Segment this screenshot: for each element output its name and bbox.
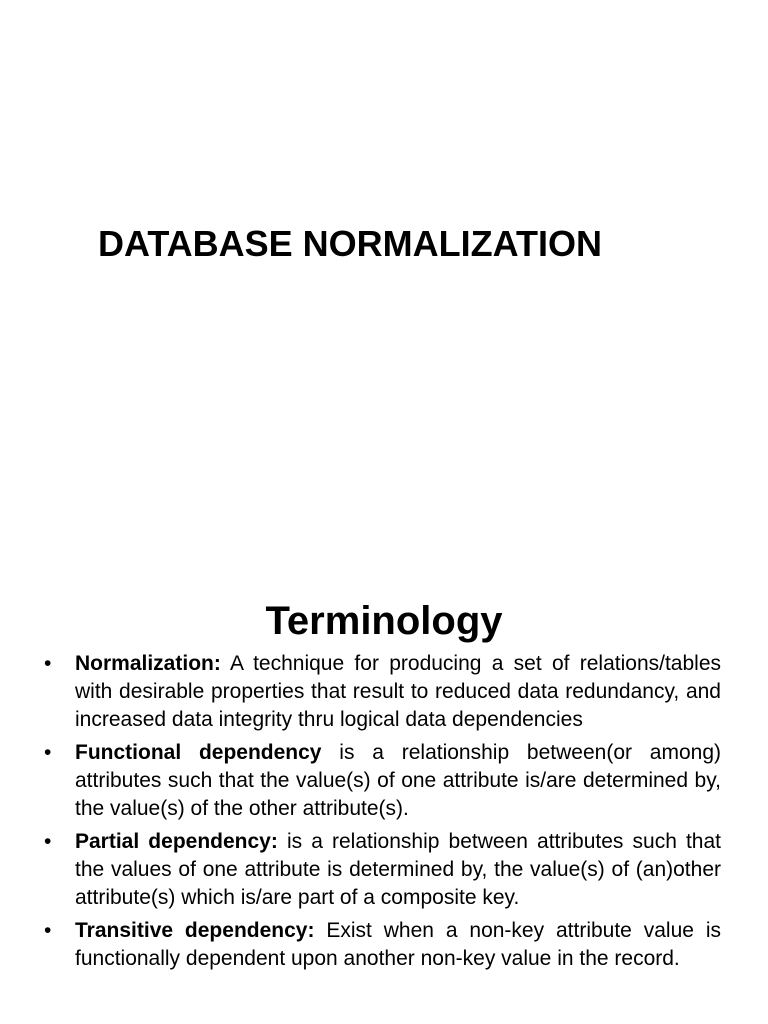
term-item-partial-dependency xyxy=(44,828,722,912)
bullet-icon: • xyxy=(44,830,52,853)
term-name: Partial dependency: xyxy=(75,830,278,853)
slide-title: DATABASE NORMALIZATION xyxy=(98,223,602,264)
term-name: Normalization: xyxy=(75,652,221,675)
term-definition: is a relationship between attributes such that the values of one attribute is determined by, the value(s) of (an)other attribute(s) which is/are part of a composite key. xyxy=(75,830,722,909)
term-definition: A technique for producing a set of relations/tables with desirable properties that result to reduced data redundancy, and increased data integrity thru logical data dependencies xyxy=(75,652,721,731)
term-item-normalization xyxy=(44,650,721,734)
term-name: Functional dependency xyxy=(75,741,322,764)
term-definition: is a relationship between(or among) attributes such that the value(s) of one attribute is/are determined by, the value(s) of the other attribute(s). xyxy=(75,741,721,820)
bullet-icon: • xyxy=(44,652,52,675)
terminology-list xyxy=(44,650,722,978)
term-item-transitive-dependency xyxy=(44,917,721,973)
bullet-icon: • xyxy=(44,741,52,764)
terminology-heading: Terminology xyxy=(265,599,503,643)
term-definition: Exist when a non-key attribute value is functionally dependent upon another non-key value in the record. xyxy=(75,919,721,970)
term-name: Transitive dependency: xyxy=(75,919,315,942)
bullet-icon: • xyxy=(44,919,52,942)
term-item-functional-dependency xyxy=(44,739,721,823)
